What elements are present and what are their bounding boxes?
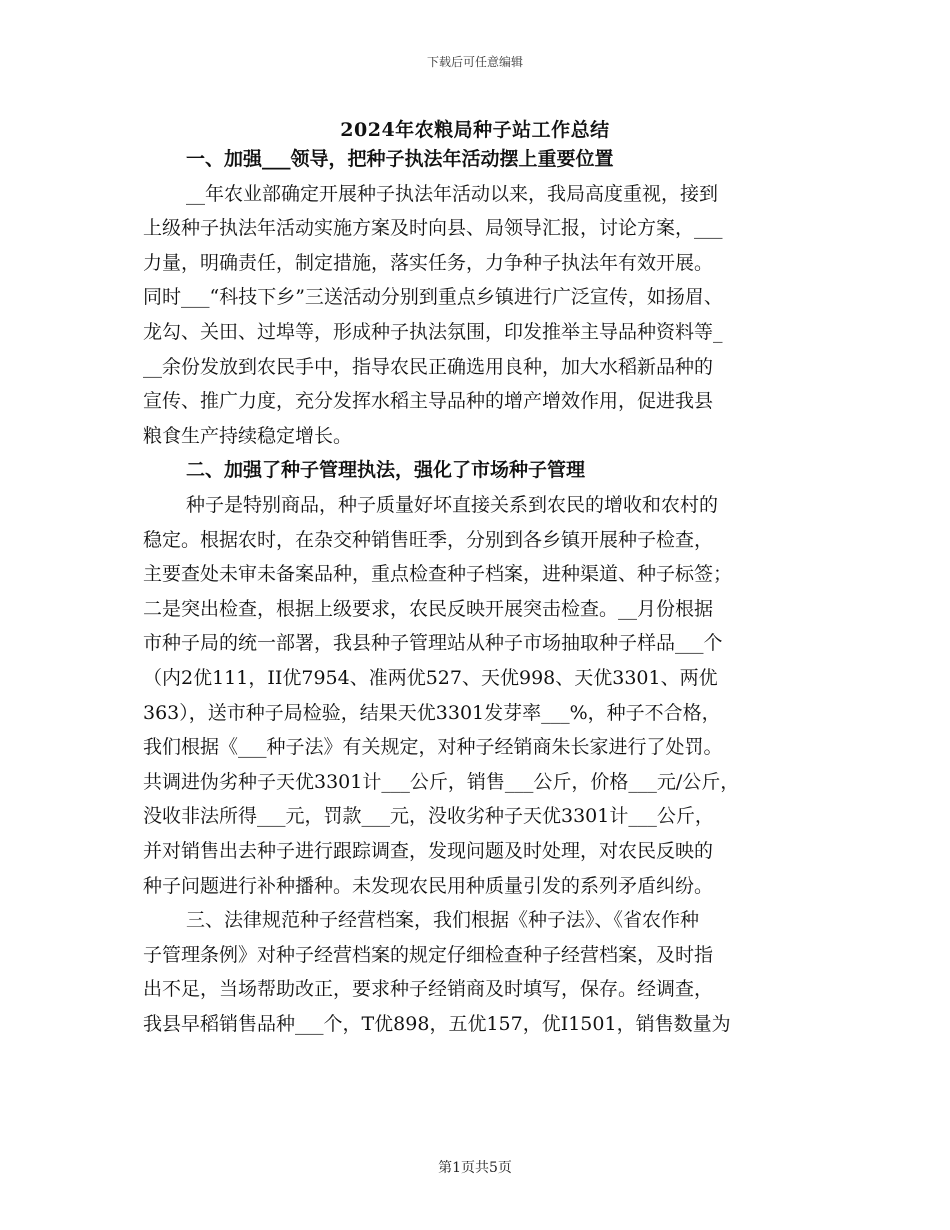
paragraph-line: 种子是特别商品，种子质量好坏直接关系到农民的增收和农村的: [186, 494, 719, 516]
paragraph-line: 市种子局的统一部署，我县种子管理站从种子市场抽取种子样品___个: [143, 632, 723, 655]
document-title: 2024年农粮局种子站工作总结: [340, 119, 610, 141]
paragraph-line: 主要查处未审未备案品种，重点检查种子档案，进种渠道、种子标签；: [143, 563, 733, 586]
paragraph-line: 力量，明确责任，制定措施，落实任务，力争种子执法年有效开展。: [143, 251, 714, 274]
paragraph-line: 共调进伪劣种子天优3301计___公斤，销售___公斤，价格___元/公斤，: [143, 770, 740, 793]
paragraph-line: 稳定。根据农时，在杂交种销售旺季，分别到各乡镇开展种子检查，: [143, 528, 714, 551]
section-heading: 一、加强___领导，把种子执法年活动摆上重要位置: [186, 148, 614, 170]
paragraph-line: 我们根据《___种子法》有关规定，对种子经销商朱长家进行了处罚。: [143, 736, 723, 759]
paragraph-line: 同时___“科技下乡”三送活动分别到重点乡镇进行广泛宣传，如扬眉、: [143, 286, 723, 309]
section-heading: 二、加强了种子管理执法，强化了市场种子管理: [186, 459, 586, 482]
paragraph-line: 363），送市种子局检验，结果天优3301发芽率___%，种子不合格，: [143, 701, 721, 724]
paragraph-line: 子管理条例》对种子经营档案的规定仔细检查种子经营档案，及时指: [143, 943, 714, 966]
paragraph-line: 粮食生产持续稳定增长。: [143, 424, 353, 447]
paragraph-line: 二是突出检查，根据上级要求，农民反映开展突击检查。__月份根据: [143, 597, 714, 620]
paragraph-line: __余份发放到农民手中，指导农民正确选用良种，加大水稻新品种的: [143, 355, 714, 378]
paragraph-line: 我县早稻销售品种___个，T优898，五优157，优I1501，销售数量为: [143, 1013, 731, 1035]
paragraph-line: 出不足，当场帮助改正，要求种子经销商及时填写，保存。经调查，: [143, 978, 714, 1001]
paragraph-line: 宣传、推广力度，充分发挥水稻主导品种的增产增效作用，促进我县: [143, 390, 714, 413]
paragraph-line: __年农业部确定开展种子执法年活动以来，我局高度重视，接到: [186, 182, 719, 205]
paragraph-line: （内2优111，II优7954、准两优527、天优998、天优3301、两优: [143, 667, 718, 689]
paragraph-line: 没收非法所得___元，罚款___元，没收劣种子天优3301计___公斤，: [143, 805, 714, 828]
page-header: 下载后可任意编辑: [426, 55, 523, 69]
paragraph-line: 上级种子执法年活动实施方案及时向县、局领导汇报，讨论方案，___: [143, 217, 723, 240]
paragraph-line: 三、法律规范种子经营档案，我们根据《种子法》、《省农作种: [186, 909, 700, 932]
paragraph-line: 并对销售出去种子进行跟踪调查，发现问题及时处理，对农民反映的: [143, 840, 714, 862]
page-number: 第1页共5页: [438, 1160, 512, 1176]
paragraph-line: 种子问题进行补种播种。未发现农民用种质量引发的系列矛盾纠纷。: [143, 874, 714, 897]
paragraph-line: 龙勾、关田、过埠等，形成种子执法氛围，印发推举主导品种资料等_: [143, 321, 723, 343]
